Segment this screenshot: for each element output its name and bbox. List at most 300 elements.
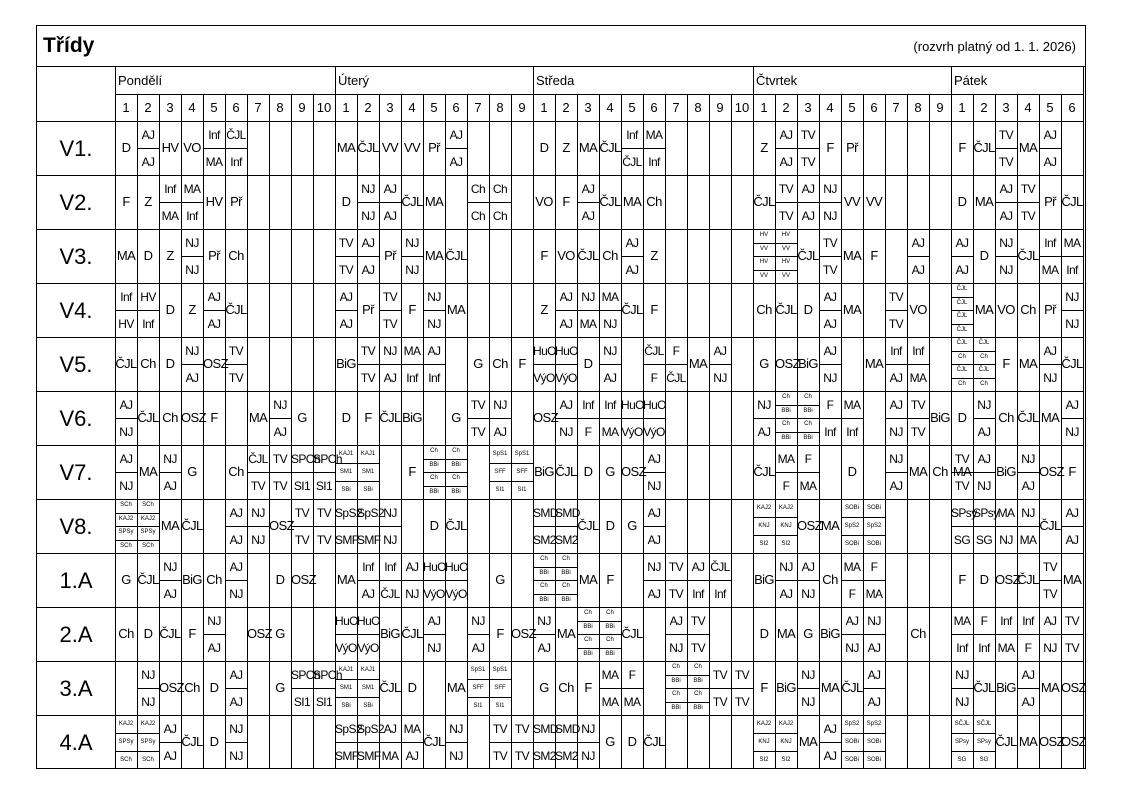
lesson-cell[interactable] xyxy=(225,175,247,229)
lesson-cell[interactable] xyxy=(511,229,533,283)
lesson-cell[interactable] xyxy=(1061,229,1083,283)
lesson-cell[interactable] xyxy=(731,337,753,391)
lesson-cell[interactable] xyxy=(225,283,247,337)
lesson-cell[interactable] xyxy=(665,229,687,283)
lesson-cell[interactable] xyxy=(885,715,907,769)
lesson-cell[interactable] xyxy=(1039,337,1061,391)
lesson-cell[interactable] xyxy=(401,337,423,391)
lesson-cell[interactable] xyxy=(489,553,511,607)
lesson-cell[interactable] xyxy=(313,121,335,175)
lesson-cell[interactable] xyxy=(863,499,885,553)
lesson-cell[interactable] xyxy=(203,283,225,337)
lesson-cell[interactable] xyxy=(313,283,335,337)
lesson-cell[interactable] xyxy=(159,553,181,607)
lesson-cell[interactable] xyxy=(599,553,621,607)
lesson-cell[interactable] xyxy=(401,175,423,229)
lesson-cell[interactable] xyxy=(973,445,995,499)
lesson-cell[interactable] xyxy=(159,661,184,715)
lesson-cell[interactable] xyxy=(247,229,269,283)
lesson-cell[interactable] xyxy=(445,283,467,337)
lesson-cell[interactable] xyxy=(929,283,951,337)
lesson-cell[interactable] xyxy=(687,607,709,661)
lesson-cell[interactable] xyxy=(467,337,489,391)
lesson-cell[interactable] xyxy=(115,121,137,175)
lesson-cell[interactable] xyxy=(445,661,467,715)
lesson-cell[interactable] xyxy=(181,337,203,391)
lesson-cell[interactable] xyxy=(489,175,511,229)
lesson-cell[interactable] xyxy=(533,607,555,661)
lesson-cell[interactable] xyxy=(819,283,841,337)
lesson-cell[interactable] xyxy=(687,715,709,769)
lesson-cell[interactable] xyxy=(907,553,929,607)
lesson-cell[interactable] xyxy=(247,283,269,337)
lesson-cell[interactable] xyxy=(269,553,291,607)
lesson-cell[interactable] xyxy=(753,283,775,337)
lesson-cell[interactable] xyxy=(1017,553,1039,607)
lesson-cell[interactable] xyxy=(819,499,841,553)
lesson-cell[interactable] xyxy=(1017,715,1039,769)
lesson-cell[interactable] xyxy=(753,337,775,391)
lesson-cell[interactable] xyxy=(797,499,822,553)
lesson-cell[interactable] xyxy=(555,553,577,607)
lesson-cell[interactable] xyxy=(797,607,819,661)
lesson-cell[interactable] xyxy=(555,391,577,445)
lesson-cell[interactable] xyxy=(511,553,533,607)
lesson-cell[interactable] xyxy=(401,715,423,769)
lesson-cell[interactable] xyxy=(643,229,665,283)
lesson-cell[interactable] xyxy=(577,499,599,553)
lesson-cell[interactable] xyxy=(1017,445,1039,499)
lesson-cell[interactable] xyxy=(115,553,137,607)
lesson-cell[interactable] xyxy=(1061,391,1083,445)
lesson-cell[interactable] xyxy=(995,553,1020,607)
lesson-cell[interactable] xyxy=(819,661,841,715)
lesson-cell[interactable] xyxy=(401,607,423,661)
lesson-cell[interactable] xyxy=(555,283,577,337)
lesson-cell[interactable] xyxy=(533,553,555,607)
lesson-cell[interactable] xyxy=(973,499,999,553)
lesson-cell[interactable] xyxy=(731,175,753,229)
lesson-cell[interactable] xyxy=(643,661,665,715)
lesson-cell[interactable] xyxy=(841,607,863,661)
lesson-cell[interactable] xyxy=(621,283,643,337)
lesson-cell[interactable] xyxy=(401,553,423,607)
lesson-cell[interactable] xyxy=(533,337,555,391)
lesson-cell[interactable] xyxy=(929,553,951,607)
lesson-cell[interactable] xyxy=(841,283,863,337)
lesson-cell[interactable] xyxy=(709,283,731,337)
lesson-cell[interactable] xyxy=(555,607,577,661)
lesson-cell[interactable] xyxy=(819,715,841,769)
lesson-cell[interactable] xyxy=(335,175,357,229)
lesson-cell[interactable] xyxy=(753,715,775,769)
lesson-cell[interactable] xyxy=(115,175,137,229)
lesson-cell[interactable] xyxy=(709,553,731,607)
lesson-cell[interactable] xyxy=(159,229,181,283)
lesson-cell[interactable] xyxy=(137,553,159,607)
lesson-cell[interactable] xyxy=(357,499,384,553)
lesson-cell[interactable] xyxy=(247,175,269,229)
lesson-cell[interactable] xyxy=(181,121,203,175)
lesson-cell[interactable] xyxy=(797,121,819,175)
lesson-cell[interactable] xyxy=(797,283,819,337)
lesson-cell[interactable] xyxy=(709,445,731,499)
lesson-cell[interactable] xyxy=(775,661,797,715)
lesson-cell[interactable] xyxy=(907,175,929,229)
lesson-cell[interactable] xyxy=(643,607,665,661)
lesson-cell[interactable] xyxy=(423,391,445,445)
lesson-cell[interactable] xyxy=(863,175,885,229)
lesson-cell[interactable] xyxy=(885,391,907,445)
lesson-cell[interactable] xyxy=(687,391,709,445)
lesson-cell[interactable] xyxy=(489,121,511,175)
lesson-cell[interactable] xyxy=(401,445,423,499)
lesson-cell[interactable] xyxy=(137,499,159,553)
lesson-cell[interactable] xyxy=(203,607,225,661)
lesson-cell[interactable] xyxy=(731,661,753,715)
lesson-cell[interactable] xyxy=(291,175,313,229)
lesson-cell[interactable] xyxy=(797,229,819,283)
lesson-cell[interactable] xyxy=(335,121,357,175)
lesson-cell[interactable] xyxy=(159,607,181,661)
lesson-cell[interactable] xyxy=(511,121,533,175)
lesson-cell[interactable] xyxy=(885,499,907,553)
lesson-cell[interactable] xyxy=(115,715,137,769)
lesson-cell[interactable] xyxy=(731,607,753,661)
lesson-cell[interactable] xyxy=(995,715,1017,769)
lesson-cell[interactable] xyxy=(533,229,555,283)
lesson-cell[interactable] xyxy=(753,175,775,229)
lesson-cell[interactable] xyxy=(709,337,731,391)
lesson-cell[interactable] xyxy=(863,121,885,175)
lesson-cell[interactable] xyxy=(291,121,313,175)
lesson-cell[interactable] xyxy=(511,175,533,229)
lesson-cell[interactable] xyxy=(797,391,819,445)
lesson-cell[interactable] xyxy=(423,337,445,391)
lesson-cell[interactable] xyxy=(1061,175,1083,229)
lesson-cell[interactable] xyxy=(709,661,731,715)
lesson-cell[interactable] xyxy=(951,661,973,715)
lesson-cell[interactable] xyxy=(643,499,665,553)
lesson-cell[interactable] xyxy=(335,715,362,769)
lesson-cell[interactable] xyxy=(137,337,159,391)
lesson-cell[interactable] xyxy=(291,445,320,499)
lesson-cell[interactable] xyxy=(313,499,335,553)
lesson-cell[interactable] xyxy=(621,499,643,553)
lesson-cell[interactable] xyxy=(181,445,203,499)
lesson-cell[interactable] xyxy=(533,175,555,229)
lesson-cell[interactable] xyxy=(379,229,401,283)
lesson-cell[interactable] xyxy=(599,607,621,661)
lesson-cell[interactable] xyxy=(687,661,709,715)
lesson-cell[interactable] xyxy=(885,229,907,283)
lesson-cell[interactable] xyxy=(907,337,929,391)
lesson-cell[interactable] xyxy=(951,715,973,769)
lesson-cell[interactable] xyxy=(181,229,203,283)
lesson-cell[interactable] xyxy=(951,283,973,337)
lesson-cell[interactable] xyxy=(687,229,709,283)
lesson-cell[interactable] xyxy=(181,499,203,553)
lesson-cell[interactable] xyxy=(621,391,643,445)
lesson-cell[interactable] xyxy=(929,229,951,283)
lesson-cell[interactable] xyxy=(621,337,643,391)
lesson-cell[interactable] xyxy=(423,283,445,337)
lesson-cell[interactable] xyxy=(621,121,643,175)
lesson-cell[interactable] xyxy=(203,337,228,391)
lesson-cell[interactable] xyxy=(951,553,973,607)
lesson-cell[interactable] xyxy=(973,607,995,661)
lesson-cell[interactable] xyxy=(357,337,379,391)
lesson-cell[interactable] xyxy=(225,445,247,499)
lesson-cell[interactable] xyxy=(1061,661,1086,715)
lesson-cell[interactable] xyxy=(841,175,863,229)
lesson-cell[interactable] xyxy=(775,229,797,283)
lesson-cell[interactable] xyxy=(841,553,863,607)
lesson-cell[interactable] xyxy=(1017,607,1039,661)
lesson-cell[interactable] xyxy=(445,445,467,499)
lesson-cell[interactable] xyxy=(511,607,536,661)
lesson-cell[interactable] xyxy=(863,661,885,715)
lesson-cell[interactable] xyxy=(379,661,401,715)
lesson-cell[interactable] xyxy=(401,229,423,283)
lesson-cell[interactable] xyxy=(533,499,558,553)
lesson-cell[interactable] xyxy=(115,391,137,445)
lesson-cell[interactable] xyxy=(423,553,445,607)
lesson-cell[interactable] xyxy=(819,607,841,661)
lesson-cell[interactable] xyxy=(973,121,995,175)
lesson-cell[interactable] xyxy=(841,121,863,175)
lesson-cell[interactable] xyxy=(269,715,291,769)
lesson-cell[interactable] xyxy=(1017,283,1039,337)
lesson-cell[interactable] xyxy=(335,445,357,499)
lesson-cell[interactable] xyxy=(709,229,731,283)
lesson-cell[interactable] xyxy=(797,661,819,715)
lesson-cell[interactable] xyxy=(1039,229,1061,283)
lesson-cell[interactable] xyxy=(665,499,687,553)
lesson-cell[interactable] xyxy=(269,283,291,337)
lesson-cell[interactable] xyxy=(159,499,181,553)
lesson-cell[interactable] xyxy=(555,715,580,769)
lesson-cell[interactable] xyxy=(489,229,511,283)
lesson-cell[interactable] xyxy=(225,121,247,175)
lesson-cell[interactable] xyxy=(907,499,929,553)
lesson-cell[interactable] xyxy=(643,553,665,607)
lesson-cell[interactable] xyxy=(665,337,687,391)
lesson-cell[interactable] xyxy=(313,391,335,445)
lesson-cell[interactable] xyxy=(907,715,929,769)
lesson-cell[interactable] xyxy=(379,175,401,229)
lesson-cell[interactable] xyxy=(951,391,973,445)
lesson-cell[interactable] xyxy=(291,499,313,553)
lesson-cell[interactable] xyxy=(225,391,247,445)
lesson-cell[interactable] xyxy=(1061,715,1086,769)
lesson-cell[interactable] xyxy=(709,715,731,769)
lesson-cell[interactable] xyxy=(775,553,797,607)
lesson-cell[interactable] xyxy=(511,499,533,553)
lesson-cell[interactable] xyxy=(951,121,973,175)
lesson-cell[interactable] xyxy=(335,661,357,715)
lesson-cell[interactable] xyxy=(885,661,907,715)
lesson-cell[interactable] xyxy=(445,715,467,769)
lesson-cell[interactable] xyxy=(159,283,181,337)
lesson-cell[interactable] xyxy=(401,121,423,175)
lesson-cell[interactable] xyxy=(621,229,643,283)
lesson-cell[interactable] xyxy=(577,121,599,175)
lesson-cell[interactable] xyxy=(1017,121,1039,175)
lesson-cell[interactable] xyxy=(929,391,951,445)
lesson-cell[interactable] xyxy=(1061,499,1083,553)
lesson-cell[interactable] xyxy=(929,607,951,661)
lesson-cell[interactable] xyxy=(269,175,291,229)
lesson-cell[interactable] xyxy=(973,337,995,391)
lesson-cell[interactable] xyxy=(511,337,533,391)
lesson-cell[interactable] xyxy=(907,391,929,445)
lesson-cell[interactable] xyxy=(1061,121,1083,175)
lesson-cell[interactable] xyxy=(313,445,342,499)
lesson-cell[interactable] xyxy=(797,175,819,229)
lesson-cell[interactable] xyxy=(687,121,709,175)
lesson-cell[interactable] xyxy=(665,283,687,337)
lesson-cell[interactable] xyxy=(863,283,885,337)
lesson-cell[interactable] xyxy=(203,175,225,229)
lesson-cell[interactable] xyxy=(489,283,511,337)
lesson-cell[interactable] xyxy=(445,607,467,661)
lesson-cell[interactable] xyxy=(467,283,489,337)
lesson-cell[interactable] xyxy=(533,715,558,769)
lesson-cell[interactable] xyxy=(313,607,335,661)
lesson-cell[interactable] xyxy=(753,445,775,499)
lesson-cell[interactable] xyxy=(797,337,819,391)
lesson-cell[interactable] xyxy=(753,121,775,175)
lesson-cell[interactable] xyxy=(313,661,342,715)
lesson-cell[interactable] xyxy=(907,607,929,661)
lesson-cell[interactable] xyxy=(335,283,357,337)
lesson-cell[interactable] xyxy=(643,175,665,229)
lesson-cell[interactable] xyxy=(687,175,709,229)
lesson-cell[interactable] xyxy=(247,337,269,391)
lesson-cell[interactable] xyxy=(423,445,445,499)
lesson-cell[interactable] xyxy=(181,553,203,607)
lesson-cell[interactable] xyxy=(995,283,1017,337)
lesson-cell[interactable] xyxy=(819,391,841,445)
lesson-cell[interactable] xyxy=(995,661,1017,715)
lesson-cell[interactable] xyxy=(643,121,665,175)
lesson-cell[interactable] xyxy=(775,121,797,175)
lesson-cell[interactable] xyxy=(841,661,863,715)
lesson-cell[interactable] xyxy=(159,715,181,769)
lesson-cell[interactable] xyxy=(379,499,401,553)
lesson-cell[interactable] xyxy=(379,391,401,445)
lesson-cell[interactable] xyxy=(1061,553,1083,607)
lesson-cell[interactable] xyxy=(775,607,797,661)
lesson-cell[interactable] xyxy=(731,445,753,499)
lesson-cell[interactable] xyxy=(423,715,445,769)
lesson-cell[interactable] xyxy=(269,661,291,715)
lesson-cell[interactable] xyxy=(269,445,291,499)
lesson-cell[interactable] xyxy=(137,607,159,661)
lesson-cell[interactable] xyxy=(577,283,599,337)
lesson-cell[interactable] xyxy=(291,229,313,283)
lesson-cell[interactable] xyxy=(159,121,181,175)
lesson-cell[interactable] xyxy=(137,175,159,229)
lesson-cell[interactable] xyxy=(1039,715,1064,769)
lesson-cell[interactable] xyxy=(181,715,203,769)
lesson-cell[interactable] xyxy=(489,607,511,661)
lesson-cell[interactable] xyxy=(445,337,467,391)
lesson-cell[interactable] xyxy=(137,715,159,769)
lesson-cell[interactable] xyxy=(115,661,137,715)
lesson-cell[interactable] xyxy=(137,661,159,715)
lesson-cell[interactable] xyxy=(511,661,533,715)
lesson-cell[interactable] xyxy=(379,553,401,607)
lesson-cell[interactable] xyxy=(181,607,203,661)
lesson-cell[interactable] xyxy=(929,445,951,499)
lesson-cell[interactable] xyxy=(401,661,423,715)
lesson-cell[interactable] xyxy=(907,445,929,499)
lesson-cell[interactable] xyxy=(247,391,269,445)
lesson-cell[interactable] xyxy=(841,229,863,283)
lesson-cell[interactable] xyxy=(291,607,313,661)
lesson-cell[interactable] xyxy=(1061,283,1083,337)
lesson-cell[interactable] xyxy=(291,553,316,607)
lesson-cell[interactable] xyxy=(951,175,973,229)
lesson-cell[interactable] xyxy=(995,607,1017,661)
lesson-cell[interactable] xyxy=(401,391,423,445)
lesson-cell[interactable] xyxy=(357,553,379,607)
lesson-cell[interactable] xyxy=(929,499,951,553)
lesson-cell[interactable] xyxy=(731,391,753,445)
lesson-cell[interactable] xyxy=(709,607,731,661)
lesson-cell[interactable] xyxy=(775,337,800,391)
lesson-cell[interactable] xyxy=(313,337,335,391)
lesson-cell[interactable] xyxy=(687,283,709,337)
lesson-cell[interactable] xyxy=(973,553,995,607)
lesson-cell[interactable] xyxy=(577,175,599,229)
lesson-cell[interactable] xyxy=(467,229,489,283)
lesson-cell[interactable] xyxy=(775,283,797,337)
lesson-cell[interactable] xyxy=(467,607,489,661)
lesson-cell[interactable] xyxy=(401,283,423,337)
lesson-cell[interactable] xyxy=(973,715,995,769)
lesson-cell[interactable] xyxy=(665,607,687,661)
lesson-cell[interactable] xyxy=(137,229,159,283)
lesson-cell[interactable] xyxy=(555,445,577,499)
lesson-cell[interactable] xyxy=(577,337,599,391)
lesson-cell[interactable] xyxy=(599,715,621,769)
lesson-cell[interactable] xyxy=(511,283,533,337)
lesson-cell[interactable] xyxy=(1039,283,1061,337)
lesson-cell[interactable] xyxy=(731,229,753,283)
lesson-cell[interactable] xyxy=(621,661,643,715)
lesson-cell[interactable] xyxy=(291,337,313,391)
lesson-cell[interactable] xyxy=(555,499,580,553)
lesson-cell[interactable] xyxy=(115,445,137,499)
lesson-cell[interactable] xyxy=(599,121,621,175)
lesson-cell[interactable] xyxy=(159,445,181,499)
lesson-cell[interactable] xyxy=(929,661,951,715)
lesson-cell[interactable] xyxy=(357,607,379,661)
lesson-cell[interactable] xyxy=(665,445,687,499)
lesson-cell[interactable] xyxy=(203,499,225,553)
lesson-cell[interactable] xyxy=(247,661,269,715)
lesson-cell[interactable] xyxy=(885,283,907,337)
lesson-cell[interactable] xyxy=(115,283,137,337)
lesson-cell[interactable] xyxy=(929,337,951,391)
lesson-cell[interactable] xyxy=(225,661,247,715)
lesson-cell[interactable] xyxy=(1039,121,1061,175)
lesson-cell[interactable] xyxy=(379,121,401,175)
lesson-cell[interactable] xyxy=(621,715,643,769)
